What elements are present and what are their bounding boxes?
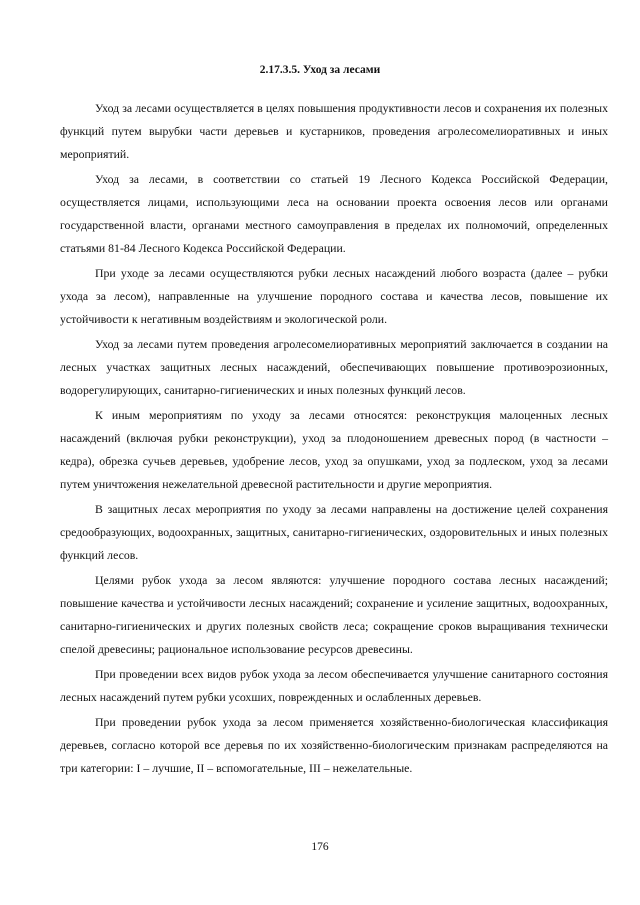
paragraph-2: Уход за лесами, в соответствии со статьей 19 Лесного Кодекса Российской Федерации, осуществляется лицами, использующими леса на основании проекта освоения лесов или органами государственной власти, органами местного самоуправления в пределах их полномочий, определенных статьями 81-84 Лесного Кодекса Российской Федерации. [60,172,608,255]
body-text [60,97,608,782]
paragraph-4: Уход за лесами путем проведения агролесомелиоративных мероприятий заключается в создании на лесных участках защитных лесных насаждений, обеспечивающих повышение противоэрозионных, водорегулирующих, санитарно-гигиенических и иных полезных функций лесов. [60,337,608,397]
paragraph-7: Целями рубок ухода за лесом являются: улучшение породного состава лесных насаждений; повышение качества и устойчивости лесных насаждений; сохранение и усиление защитных, водоохранных, санитарно-гигиенических и других полезных свойств леса; сокращение сроков выращивания технически спелой древесины; рациональное использование ресурсов древесины. [60,573,608,656]
paragraph-5: К иным мероприятиям по уходу за лесами относятся: реконструкция малоценных лесных насаждений (включая рубки реконструкции), уход за плодоношением древесных пород (в частности – кедра), обрезка сучьев деревьев, удобрение лесов, уход за опушками, уход за подлеском, уход за лесами путем уничтожения нежелательной древесной растительности и другие мероприятия. [60,408,608,491]
paragraph-3: При уходе за лесами осуществляются рубки лесных насаждений любого возраста (далее – рубки ухода за лесом), направленные на улучшение породного состава и качества лесов, повышение их устойчивости к негативным воздействиям и экологической роли. [60,266,608,326]
paragraph-6: В защитных лесах мероприятия по уходу за лесами направлены на достижение целей сохранения средообразующих, водоохранных, защитных, санитарно-гигиенических, оздоровительных и иных полезных функций лесов. [60,502,608,562]
page-number: 176 [311,841,329,853]
paragraph-8: При проведении всех видов рубок ухода за лесом обеспечивается улучшение санитарного состояния лесных насаждений путем рубки усохших, поврежденных и ослабленных деревьев. [60,667,608,704]
section-heading: 2.17.3.5. Уход за лесами [259,64,381,76]
paragraph-1: Уход за лесами осуществляется в целях повышения продуктивности лесов и сохранения их полезных функций путем вырубки части деревьев и кустарников, проведения агролесомелиоративных и иных мероприятий. [60,101,608,161]
paragraph-9: При проведении рубок ухода за лесом применяется хозяйственно-биологическая классификация деревьев, согласно которой все деревья по их хозяйственно-биологическим признакам распределяются на три категории: I – лучшие, II – вспомогательные, III – нежелательные. [60,715,608,775]
